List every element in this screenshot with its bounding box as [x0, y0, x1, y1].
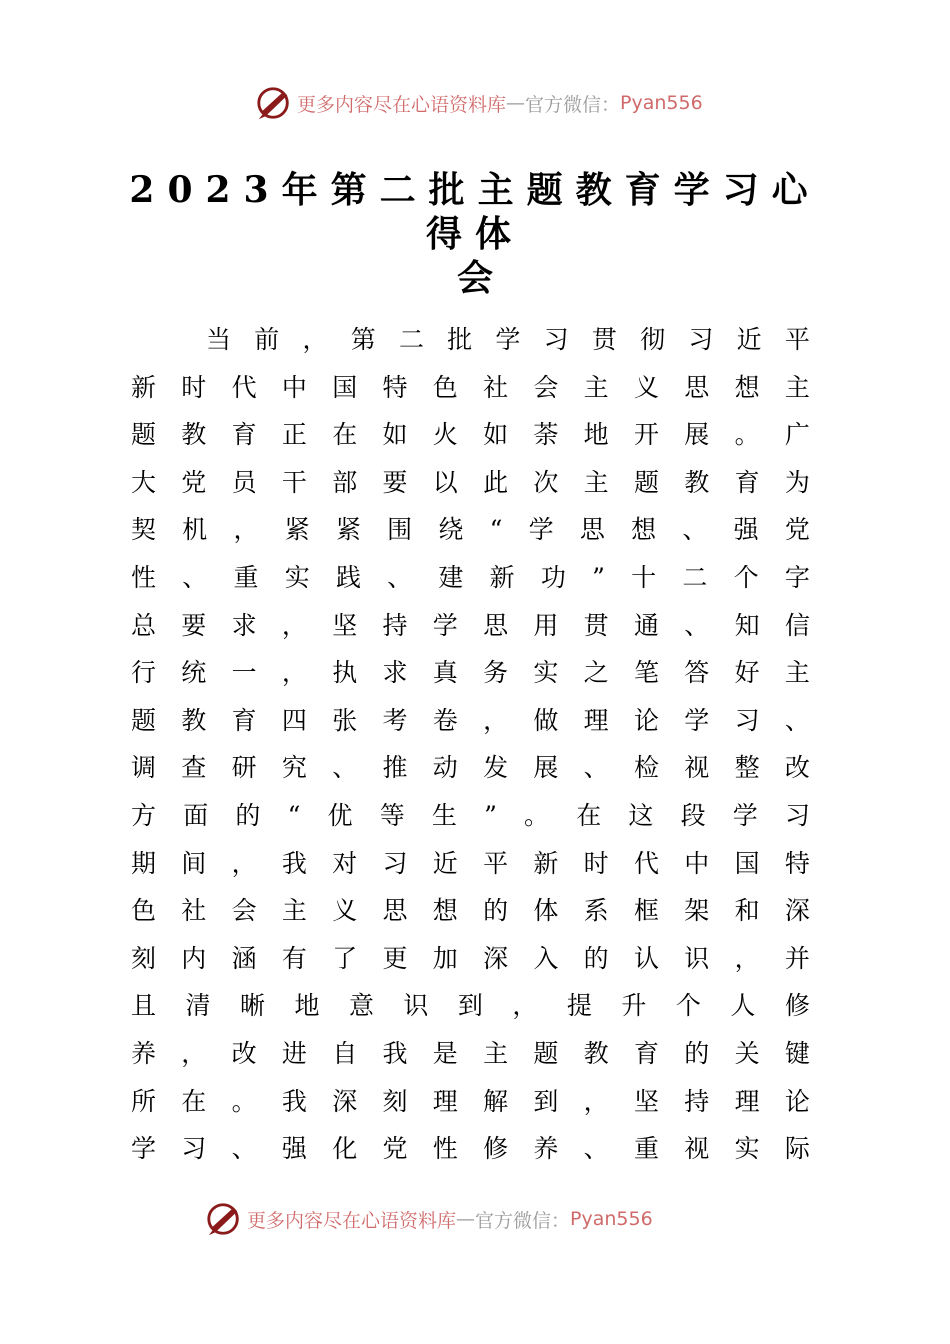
- text-char: 紧: [284, 515, 310, 545]
- text-char: 党: [784, 515, 810, 545]
- text-char: 之: [583, 658, 609, 688]
- text-char: 第: [350, 325, 376, 354]
- text-char: 总: [131, 610, 157, 640]
- text-char: 面: [183, 800, 209, 830]
- text-char: 、: [682, 515, 708, 545]
- text-char: 我: [281, 1086, 307, 1116]
- text-char: 的: [235, 800, 261, 830]
- text-char: 提: [566, 991, 592, 1021]
- text-char: ，: [583, 1086, 609, 1116]
- text-char: 习: [688, 325, 714, 354]
- document-title: [120, 168, 830, 300]
- text-char: 求: [382, 658, 408, 688]
- text-char: 内: [181, 943, 207, 973]
- text-char: 持: [684, 1086, 710, 1116]
- text-line: [131, 887, 810, 935]
- text-char: 开: [633, 420, 659, 450]
- text-char: 学: [495, 325, 521, 354]
- text-line: [131, 792, 810, 840]
- text-char: 平: [784, 325, 810, 354]
- text-char: 新: [489, 562, 515, 592]
- text-char: 一: [231, 658, 257, 688]
- text-char: 改: [784, 753, 810, 783]
- text-char: 化: [332, 1134, 358, 1164]
- text-char: 习: [382, 848, 408, 878]
- text-line: [131, 602, 810, 650]
- watermark-id: Pyan556: [570, 1208, 653, 1230]
- watermark-id: Pyan556: [620, 92, 703, 114]
- text-char: ，: [281, 610, 307, 640]
- text-char: 题: [131, 420, 157, 450]
- text-char: 期: [131, 848, 157, 878]
- text-char: 以: [432, 467, 458, 497]
- text-char: 教: [181, 705, 207, 735]
- text-char: 识: [684, 943, 710, 973]
- text-char: 思: [579, 515, 605, 545]
- text-char: ”: [484, 800, 497, 830]
- pen-logo-icon: [205, 1200, 243, 1238]
- text-char: 党: [181, 467, 207, 497]
- text-line: [131, 554, 810, 602]
- text-char: 思: [483, 610, 509, 640]
- text-char: 论: [784, 1086, 810, 1116]
- text-char: 识: [403, 991, 429, 1021]
- text-char: ，: [483, 705, 509, 735]
- text-char: 到: [533, 1086, 559, 1116]
- text-char: 育: [734, 467, 760, 497]
- text-char: 、: [583, 753, 609, 783]
- text-char: 强: [733, 515, 759, 545]
- text-char: 考: [382, 705, 408, 735]
- text-char: 坚: [633, 1086, 659, 1116]
- text-line: [131, 697, 810, 745]
- text-char: 答: [684, 658, 710, 688]
- text-char: 修: [784, 991, 810, 1021]
- text-line: [131, 1078, 810, 1126]
- text-char: 紧: [335, 515, 361, 545]
- text-char: 代: [231, 372, 257, 402]
- text-char: 、: [387, 562, 413, 592]
- text-char: 地: [294, 991, 320, 1021]
- text-line: [131, 364, 810, 412]
- text-char: 次: [533, 467, 559, 497]
- text-char: 调: [131, 753, 157, 783]
- text-char: 实: [734, 1134, 760, 1164]
- text-char: 深: [332, 1086, 358, 1116]
- text-char: 重: [233, 562, 259, 592]
- watermark-text: 更多内容尽在心语资料库: [247, 1209, 457, 1232]
- text-char: 的: [583, 943, 609, 973]
- text-char: 和: [734, 896, 760, 926]
- text-char: 检: [633, 753, 659, 783]
- text-char: 代: [633, 848, 659, 878]
- text-char: 大: [131, 467, 157, 497]
- text-char: 推: [382, 753, 408, 783]
- text-char: 键: [784, 1038, 810, 1068]
- text-char: 主: [281, 896, 307, 926]
- text-char: 视: [684, 753, 710, 783]
- text-char: 特: [382, 372, 408, 402]
- text-char: 重: [633, 1134, 659, 1164]
- text-char: 思: [684, 372, 710, 402]
- text-char: 好: [734, 658, 760, 688]
- text-char: 了: [332, 943, 358, 973]
- text-char: 学: [131, 1134, 157, 1164]
- text-char: 要: [382, 467, 408, 497]
- text-char: 体: [533, 896, 559, 926]
- text-char: 是: [432, 1038, 458, 1068]
- text-char: 近: [432, 848, 458, 878]
- text-char: 习: [181, 1134, 207, 1164]
- text-char: 等: [379, 800, 405, 830]
- text-char: 求: [231, 610, 257, 640]
- text-char: 务: [483, 658, 509, 688]
- text-char: 习: [734, 705, 760, 735]
- text-char: 在: [576, 800, 602, 830]
- text-char: 火: [432, 420, 458, 450]
- text-char: 十: [631, 562, 657, 592]
- text-char: 学: [732, 800, 758, 830]
- text-line: [131, 744, 810, 792]
- body-paragraph: [131, 316, 810, 1173]
- text-char: ，: [512, 991, 538, 1021]
- text-char: 想: [631, 515, 657, 545]
- text-char: 主: [583, 372, 609, 402]
- text-char: 、: [231, 1134, 257, 1164]
- text-char: “: [287, 800, 301, 830]
- text-char: 、: [182, 562, 208, 592]
- text-char: 认: [633, 943, 659, 973]
- text-char: 展: [533, 753, 559, 783]
- text-char: 题: [633, 467, 659, 497]
- title-line-2: 会: [456, 257, 493, 299]
- text-char: 此: [483, 467, 509, 497]
- text-char: 。: [734, 420, 760, 450]
- title-line-1: 2023年第二批主题教育学习心得体: [129, 169, 821, 255]
- text-char: 教: [181, 420, 207, 450]
- text-char: 育: [633, 1038, 659, 1068]
- text-char: 教: [684, 467, 710, 497]
- text-char: 、: [784, 705, 810, 735]
- text-char: 主: [784, 658, 810, 688]
- text-char: 改: [231, 1038, 257, 1068]
- text-char: 方: [131, 800, 157, 830]
- text-char: 字: [784, 562, 810, 592]
- text-char: 对: [332, 848, 358, 878]
- text-char: 地: [583, 420, 609, 450]
- footer-watermark: [205, 1200, 653, 1238]
- text-char: 执: [332, 658, 358, 688]
- text-char: 、: [684, 610, 710, 640]
- text-char: 题: [533, 1038, 559, 1068]
- text-char: 绕: [438, 515, 464, 545]
- text-char: 部: [332, 467, 358, 497]
- text-char: 际: [784, 1134, 810, 1164]
- text-char: 题: [131, 705, 157, 735]
- text-char: 会: [533, 372, 559, 402]
- text-char: 到: [457, 991, 483, 1021]
- text-char: 正: [281, 420, 307, 450]
- text-char: 知: [734, 610, 760, 640]
- text-char: ，: [233, 515, 259, 545]
- text-char: 广: [784, 420, 810, 450]
- text-char: 查: [181, 753, 207, 783]
- text-char: 刻: [382, 1086, 408, 1116]
- text-char: 习: [543, 325, 569, 354]
- text-char: 、: [332, 753, 358, 783]
- text-char: 学: [528, 515, 554, 545]
- text-char: 框: [633, 896, 659, 926]
- text-char: 并: [784, 943, 810, 973]
- text-char: 色: [131, 896, 157, 926]
- watermark-separator: —: [456, 1208, 476, 1230]
- text-char: 发: [483, 753, 509, 783]
- text-char: 功: [540, 562, 566, 592]
- text-char: 育: [231, 705, 257, 735]
- text-char: 深: [483, 943, 509, 973]
- text-line: [131, 1125, 810, 1173]
- text-char: 持: [382, 610, 408, 640]
- text-char: 主: [784, 372, 810, 402]
- text-char: 间: [181, 848, 207, 878]
- text-char: 如: [483, 420, 509, 450]
- text-char: 架: [684, 896, 710, 926]
- text-char: 批: [447, 325, 473, 354]
- text-char: 二: [398, 325, 424, 354]
- text-char: 养: [533, 1134, 559, 1164]
- text-char: 研: [231, 753, 257, 783]
- text-char: 卷: [432, 705, 458, 735]
- text-char: ，: [734, 943, 760, 973]
- text-char: 在: [332, 420, 358, 450]
- text-char: 性: [432, 1134, 458, 1164]
- text-char: ，: [302, 325, 328, 354]
- text-char: 特: [784, 848, 810, 878]
- text-char: 践: [335, 562, 361, 592]
- text-char: 意: [348, 991, 374, 1021]
- text-char: 实: [533, 658, 559, 688]
- text-char: 、: [583, 1134, 609, 1164]
- text-char: 刻: [131, 943, 157, 973]
- text-char: 社: [483, 372, 509, 402]
- text-char: 自: [332, 1038, 358, 1068]
- text-char: 的: [684, 1038, 710, 1068]
- text-char: 想: [734, 372, 760, 402]
- text-char: 信: [784, 610, 810, 640]
- text-char: 围: [387, 515, 413, 545]
- text-line: [131, 935, 810, 983]
- text-char: 干: [281, 467, 307, 497]
- text-char: 生: [431, 800, 457, 830]
- text-char: 加: [432, 943, 458, 973]
- text-char: 这: [628, 800, 654, 830]
- text-char: 彻: [640, 325, 666, 354]
- text-char: 进: [281, 1038, 307, 1068]
- text-char: 深: [784, 896, 810, 926]
- text-char: 所: [131, 1086, 157, 1116]
- text-char: 通: [633, 610, 659, 640]
- text-char: 建: [438, 562, 464, 592]
- text-char: 涵: [231, 943, 257, 973]
- text-char: 教: [583, 1038, 609, 1068]
- text-char: 四: [281, 705, 307, 735]
- text-char: 要: [181, 610, 207, 640]
- text-char: 坚: [332, 610, 358, 640]
- text-char: 。: [524, 800, 550, 830]
- text-char: 党: [382, 1134, 408, 1164]
- text-char: 有: [281, 943, 307, 973]
- text-char: 晰: [239, 991, 265, 1021]
- text-char: 社: [181, 896, 207, 926]
- text-char: 时: [583, 848, 609, 878]
- text-char: 升: [621, 991, 647, 1021]
- text-char: 国: [332, 372, 358, 402]
- text-char: 时: [181, 372, 207, 402]
- text-char: 真: [432, 658, 458, 688]
- text-char: 更: [382, 943, 408, 973]
- text-char: 理: [432, 1086, 458, 1116]
- text-char: ，: [281, 658, 307, 688]
- text-char: 强: [281, 1134, 307, 1164]
- text-char: 且: [131, 991, 157, 1021]
- text-char: 主: [583, 467, 609, 497]
- text-line: [131, 459, 810, 507]
- text-char: 笔: [633, 658, 659, 688]
- text-char: 育: [231, 420, 257, 450]
- text-char: 思: [382, 896, 408, 926]
- watermark-text: 更多内容尽在心语资料库: [297, 93, 507, 116]
- text-char: 性: [131, 562, 157, 592]
- text-char: 契: [131, 515, 157, 545]
- text-char: 色: [432, 372, 458, 402]
- text-line: [131, 506, 810, 554]
- text-char: 究: [281, 753, 307, 783]
- text-char: 个: [733, 562, 759, 592]
- text-char: 个: [675, 991, 701, 1021]
- text-char: 荼: [533, 420, 559, 450]
- text-char: 二: [682, 562, 708, 592]
- text-char: 理: [583, 705, 609, 735]
- text-char: 论: [633, 705, 659, 735]
- text-char: 中: [281, 372, 307, 402]
- text-char: 机: [182, 515, 208, 545]
- text-char: ，: [181, 1038, 207, 1068]
- text-line: [206, 316, 810, 364]
- watermark-separator: —: [506, 92, 526, 114]
- text-char: 学: [684, 705, 710, 735]
- text-char: 解: [483, 1086, 509, 1116]
- text-char: 养: [131, 1038, 157, 1068]
- text-char: 如: [382, 420, 408, 450]
- text-char: 员: [231, 467, 257, 497]
- text-char: 行: [131, 658, 157, 688]
- text-char: 我: [382, 1038, 408, 1068]
- text-char: 张: [332, 705, 358, 735]
- text-char: 动: [432, 753, 458, 783]
- text-char: ，: [231, 848, 257, 878]
- text-char: 段: [680, 800, 706, 830]
- text-char: 理: [734, 1086, 760, 1116]
- text-line: [131, 649, 810, 697]
- text-char: “: [489, 515, 503, 545]
- text-char: 新: [533, 848, 559, 878]
- text-char: 为: [784, 467, 810, 497]
- text-char: 主: [483, 1038, 509, 1068]
- text-char: 义: [332, 896, 358, 926]
- watermark-label: 官方微信：: [475, 1209, 571, 1232]
- text-char: 用: [533, 610, 559, 640]
- text-char: 想: [432, 896, 458, 926]
- text-char: 统: [181, 658, 207, 688]
- pen-logo-icon: [255, 84, 293, 122]
- text-char: 前: [254, 325, 280, 354]
- text-line: [131, 411, 810, 459]
- text-char: 义: [633, 372, 659, 402]
- text-char: 的: [483, 896, 509, 926]
- text-char: 实: [284, 562, 310, 592]
- watermark-label: 官方微信：: [525, 93, 621, 116]
- text-char: 在: [181, 1086, 207, 1116]
- text-char: 优: [327, 800, 353, 830]
- text-char: 国: [734, 848, 760, 878]
- text-char: 会: [231, 896, 257, 926]
- text-char: 当: [206, 325, 232, 354]
- text-line: [131, 982, 810, 1030]
- text-char: ”: [592, 562, 605, 592]
- text-char: 关: [734, 1038, 760, 1068]
- text-char: 贯: [583, 610, 609, 640]
- text-char: 清: [185, 991, 211, 1021]
- text-char: 整: [734, 753, 760, 783]
- text-char: 贯: [591, 325, 617, 354]
- text-char: 学: [432, 610, 458, 640]
- text-char: 平: [483, 848, 509, 878]
- text-line: [131, 1030, 810, 1078]
- text-char: 习: [784, 800, 810, 830]
- text-char: 展: [684, 420, 710, 450]
- text-char: 。: [231, 1086, 257, 1116]
- header-watermark: [255, 84, 703, 122]
- text-char: 人: [730, 991, 756, 1021]
- text-char: 近: [736, 325, 762, 354]
- text-char: 修: [483, 1134, 509, 1164]
- text-char: 系: [583, 896, 609, 926]
- text-line: [131, 840, 810, 888]
- text-char: 做: [533, 705, 559, 735]
- text-char: 入: [533, 943, 559, 973]
- text-char: 视: [684, 1134, 710, 1164]
- text-char: 中: [684, 848, 710, 878]
- text-char: 我: [281, 848, 307, 878]
- text-char: 新: [131, 372, 157, 402]
